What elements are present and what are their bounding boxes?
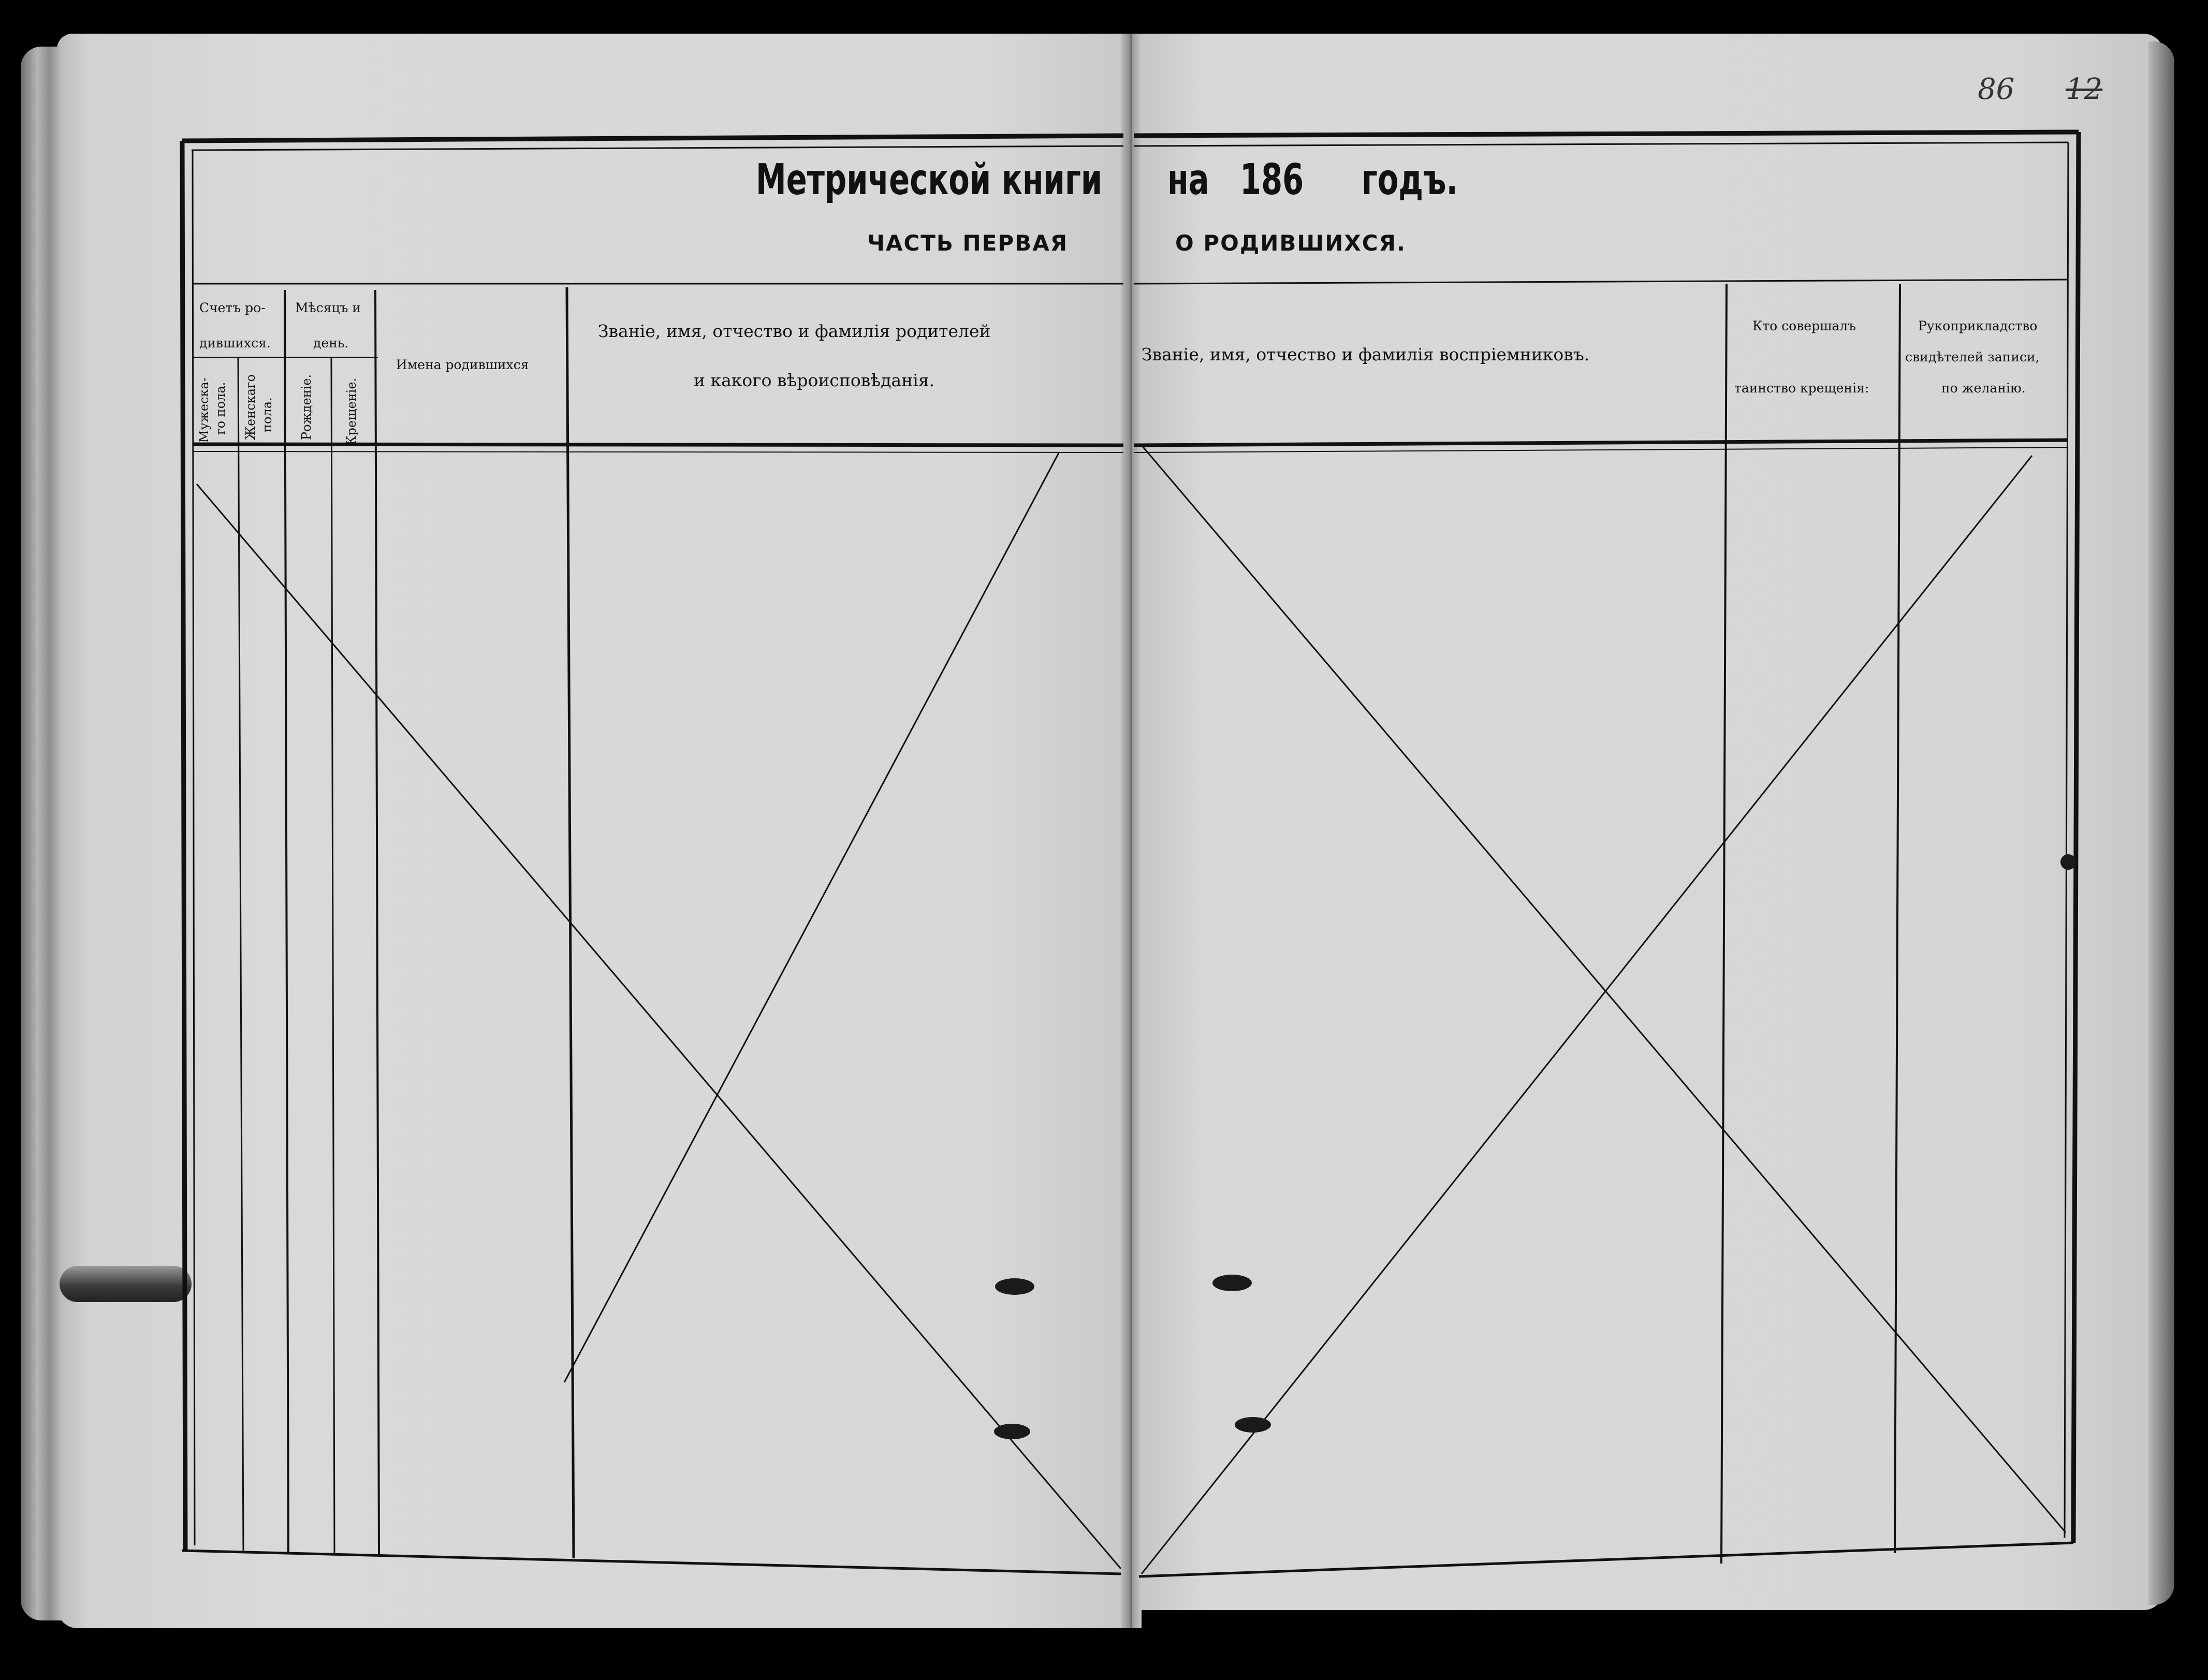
- header-baptism: Крещеніе.: [344, 377, 359, 445]
- cancel-cross-right-b: [1142, 456, 2032, 1574]
- frame-top-left: [182, 136, 1123, 141]
- binding-hole-2: [1212, 1275, 1252, 1291]
- header-performer-2: таинство крещенія:: [1734, 381, 1869, 396]
- cancel-cross-right-a: [1142, 445, 2066, 1532]
- header-month-day-2: день.: [313, 335, 349, 350]
- binding-hole-4: [1235, 1417, 1271, 1433]
- title-prefix: на: [1167, 155, 1209, 204]
- frame-right: [2073, 132, 2079, 1543]
- old-page-number: 12: [2066, 72, 2103, 106]
- ink-dot: [2060, 854, 2076, 870]
- subtitle-left: ЧАСТЬ ПЕРВАЯ: [867, 230, 1069, 256]
- header-female-1: Женскаго: [243, 374, 258, 440]
- col-line-performer-signatures: [1895, 284, 1900, 1553]
- header-birth: Рожденіе.: [299, 374, 314, 440]
- cancel-cross-left-b: [564, 453, 1059, 1382]
- frame-top-right: [1134, 132, 2079, 136]
- header-signatures-1: Рукоприкладство: [1918, 318, 2038, 333]
- header-parents-1: Званіе, имя, отчество и фамилія родителей: [598, 321, 991, 341]
- header-male-2: го пола.: [213, 382, 228, 435]
- header-birth-count-1: Счетъ ро-: [199, 300, 266, 315]
- title-left: Метрической книги: [756, 155, 1103, 204]
- binding-hole-3: [994, 1424, 1030, 1439]
- frame-left: [182, 141, 185, 1551]
- header-parents-2: и какого вѣроисповѣданія.: [694, 370, 935, 390]
- binding-hole-1: [995, 1278, 1034, 1295]
- frame-bottom-left: [182, 1551, 1121, 1574]
- header-male-1: Мужеска-: [197, 377, 211, 443]
- header-performer-1: Кто совершалъ: [1752, 318, 1856, 333]
- header-names: Имена родившихся: [396, 357, 529, 372]
- subtitle-right: О РОДИВШИХСЯ.: [1175, 230, 1406, 256]
- col-line-godparents-performer: [1721, 284, 1727, 1564]
- cancel-cross-left-a: [197, 484, 1121, 1569]
- title-year: 186: [1240, 155, 1304, 204]
- frame-bottom-right: [1139, 1543, 2073, 1576]
- header-signatures-2: свидѣтелей записи,: [1905, 349, 2040, 364]
- col-line-birth-baptism: [331, 357, 334, 1553]
- header-month-day-1: Мѣсяцъ и: [295, 300, 361, 315]
- title-suffix: годъ.: [1362, 155, 1458, 204]
- col-line-month-names: [375, 290, 379, 1554]
- header-female-2: пола.: [260, 397, 274, 432]
- header-godparents: Званіе, имя, отчество и фамилія воспріемниковъ.: [1142, 344, 1590, 364]
- header-birth-count-2: дившихся.: [199, 335, 271, 350]
- page-number: 86: [1978, 72, 2015, 106]
- header-signatures-3: по желанію.: [1941, 381, 2026, 396]
- col-line-count-month: [285, 290, 288, 1552]
